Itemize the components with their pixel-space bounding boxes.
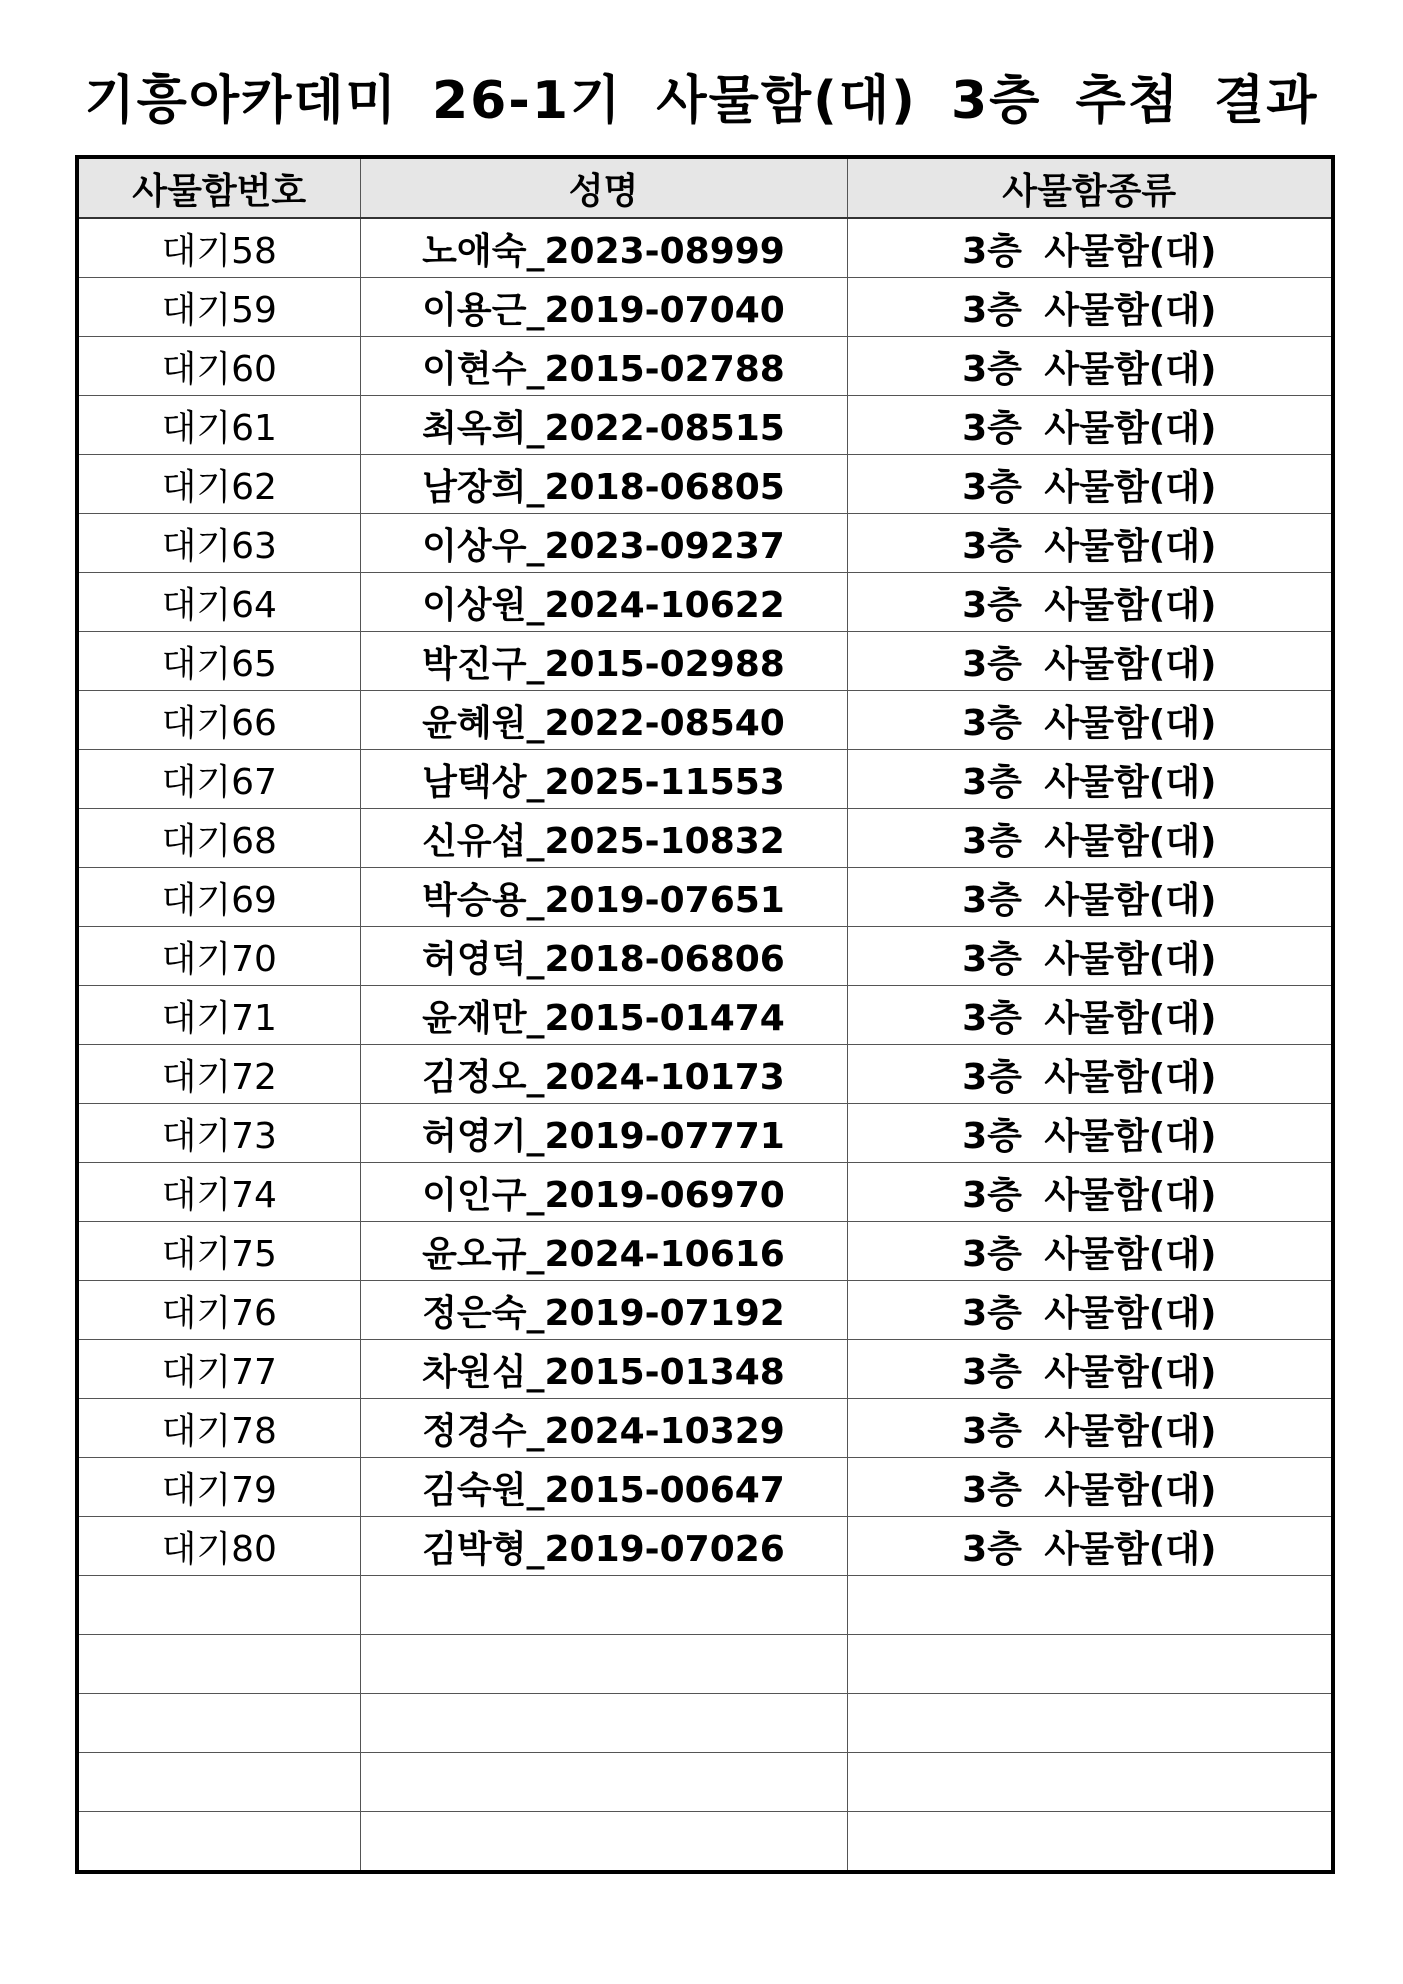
- member-name-cell: 김숙원_2015-00647: [360, 1458, 847, 1517]
- member-name-cell: 윤오규_2024-10616: [360, 1222, 847, 1281]
- table-row: [77, 1045, 1333, 1104]
- locker-result-table: [75, 155, 1335, 1874]
- table-row: [77, 337, 1333, 396]
- locker-type-cell: [847, 1694, 1333, 1753]
- locker-number-cell: 대기62: [77, 455, 360, 514]
- locker-type-cell: 3층 사물함(대): [847, 986, 1333, 1045]
- member-name-cell: 허영덕_2018-06806: [360, 927, 847, 986]
- locker-number-cell: 대기60: [77, 337, 360, 396]
- table-body: [77, 218, 1333, 1872]
- table-row: [77, 1576, 1333, 1635]
- locker-number-cell: 대기76: [77, 1281, 360, 1340]
- locker-number-cell: 대기69: [77, 868, 360, 927]
- member-name-cell: 박승용_2019-07651: [360, 868, 847, 927]
- locker-type-cell: 3층 사물함(대): [847, 1163, 1333, 1222]
- member-name-cell: 최옥희_2022-08515: [360, 396, 847, 455]
- member-name-cell: 김정오_2024-10173: [360, 1045, 847, 1104]
- table-row: [77, 868, 1333, 927]
- member-name-cell: 이용근_2019-07040: [360, 278, 847, 337]
- locker-type-cell: [847, 1576, 1333, 1635]
- member-name-cell: 남택상_2025-11553: [360, 750, 847, 809]
- member-name-cell: 허영기_2019-07771: [360, 1104, 847, 1163]
- table-row: [77, 1399, 1333, 1458]
- locker-number-cell: 대기67: [77, 750, 360, 809]
- locker-type-cell: 3층 사물함(대): [847, 1340, 1333, 1399]
- locker-number-cell: [77, 1753, 360, 1812]
- locker-number-cell: 대기68: [77, 809, 360, 868]
- locker-type-cell: 3층 사물함(대): [847, 927, 1333, 986]
- table-row: [77, 573, 1333, 632]
- locker-number-cell: 대기70: [77, 927, 360, 986]
- header-locker-number: 사물함번호: [77, 157, 360, 218]
- member-name-cell: 차원심_2015-01348: [360, 1340, 847, 1399]
- locker-type-cell: [847, 1812, 1333, 1873]
- member-name-cell: 윤혜원_2022-08540: [360, 691, 847, 750]
- table-row: [77, 750, 1333, 809]
- locker-number-cell: 대기58: [77, 218, 360, 278]
- locker-number-cell: 대기64: [77, 573, 360, 632]
- table-row: [77, 1635, 1333, 1694]
- member-name-cell: [360, 1753, 847, 1812]
- member-name-cell: [360, 1812, 847, 1873]
- locker-type-cell: 3층 사물함(대): [847, 1517, 1333, 1576]
- member-name-cell: [360, 1635, 847, 1694]
- locker-number-cell: [77, 1576, 360, 1635]
- member-name-cell: 박진구_2015-02988: [360, 632, 847, 691]
- member-name-cell: [360, 1694, 847, 1753]
- locker-type-cell: 3층 사물함(대): [847, 1399, 1333, 1458]
- locker-number-cell: 대기78: [77, 1399, 360, 1458]
- table-row: [77, 1517, 1333, 1576]
- locker-number-cell: 대기63: [77, 514, 360, 573]
- locker-type-cell: 3층 사물함(대): [847, 1045, 1333, 1104]
- locker-number-cell: 대기71: [77, 986, 360, 1045]
- locker-number-cell: 대기80: [77, 1517, 360, 1576]
- table-row: [77, 1222, 1333, 1281]
- locker-type-cell: 3층 사물함(대): [847, 809, 1333, 868]
- locker-type-cell: 3층 사물함(대): [847, 1104, 1333, 1163]
- locker-number-cell: 대기61: [77, 396, 360, 455]
- locker-number-cell: [77, 1812, 360, 1873]
- member-name-cell: 김박형_2019-07026: [360, 1517, 847, 1576]
- locker-type-cell: 3층 사물함(대): [847, 218, 1333, 278]
- table-row: [77, 809, 1333, 868]
- locker-number-cell: 대기59: [77, 278, 360, 337]
- table-row: [77, 1163, 1333, 1222]
- locker-type-cell: 3층 사물함(대): [847, 1281, 1333, 1340]
- table-row: [77, 218, 1333, 278]
- table-row: [77, 1104, 1333, 1163]
- table-row: [77, 1281, 1333, 1340]
- table-row: [77, 455, 1333, 514]
- locker-type-cell: 3층 사물함(대): [847, 396, 1333, 455]
- member-name-cell: 이상우_2023-09237: [360, 514, 847, 573]
- locker-number-cell: 대기79: [77, 1458, 360, 1517]
- table-row: [77, 514, 1333, 573]
- table-row: [77, 396, 1333, 455]
- table-row: [77, 1340, 1333, 1399]
- locker-number-cell: 대기75: [77, 1222, 360, 1281]
- locker-number-cell: 대기72: [77, 1045, 360, 1104]
- locker-type-cell: 3층 사물함(대): [847, 750, 1333, 809]
- header-locker-type: 사물함종류: [847, 157, 1333, 218]
- table-row: [77, 691, 1333, 750]
- member-name-cell: [360, 1576, 847, 1635]
- locker-type-cell: 3층 사물함(대): [847, 691, 1333, 750]
- locker-number-cell: 대기77: [77, 1340, 360, 1399]
- locker-type-cell: 3층 사물함(대): [847, 455, 1333, 514]
- locker-type-cell: 3층 사물함(대): [847, 573, 1333, 632]
- locker-type-cell: 3층 사물함(대): [847, 514, 1333, 573]
- member-name-cell: 남장희_2018-06805: [360, 455, 847, 514]
- table-row: [77, 632, 1333, 691]
- locker-type-cell: 3층 사물함(대): [847, 1458, 1333, 1517]
- locker-number-cell: 대기73: [77, 1104, 360, 1163]
- locker-type-cell: [847, 1753, 1333, 1812]
- table-header-row: [77, 157, 1333, 218]
- table-row: [77, 927, 1333, 986]
- member-name-cell: 노애숙_2023-08999: [360, 218, 847, 278]
- table-row: [77, 1458, 1333, 1517]
- table-row: [77, 278, 1333, 337]
- table-row: [77, 1812, 1333, 1873]
- locker-type-cell: 3층 사물함(대): [847, 1222, 1333, 1281]
- locker-number-cell: 대기65: [77, 632, 360, 691]
- table-row: [77, 1753, 1333, 1812]
- locker-type-cell: 3층 사물함(대): [847, 278, 1333, 337]
- locker-number-cell: 대기66: [77, 691, 360, 750]
- member-name-cell: 이상원_2024-10622: [360, 573, 847, 632]
- member-name-cell: 정은숙_2019-07192: [360, 1281, 847, 1340]
- locker-type-cell: 3층 사물함(대): [847, 868, 1333, 927]
- locker-type-cell: 3층 사물함(대): [847, 337, 1333, 396]
- member-name-cell: 신유섭_2025-10832: [360, 809, 847, 868]
- member-name-cell: 정경수_2024-10329: [360, 1399, 847, 1458]
- locker-number-cell: [77, 1635, 360, 1694]
- locker-number-cell: 대기74: [77, 1163, 360, 1222]
- member-name-cell: 이인구_2019-06970: [360, 1163, 847, 1222]
- table-row: [77, 986, 1333, 1045]
- table-row: [77, 1694, 1333, 1753]
- locker-type-cell: 3층 사물함(대): [847, 632, 1333, 691]
- locker-type-cell: [847, 1635, 1333, 1694]
- member-name-cell: 윤재만_2015-01474: [360, 986, 847, 1045]
- page-title: 기흥아카데미 26-1기 사물함(대) 3층 추첨 결과: [84, 71, 1319, 131]
- header-name: 성명: [360, 157, 847, 218]
- locker-number-cell: [77, 1694, 360, 1753]
- member-name-cell: 이현수_2015-02788: [360, 337, 847, 396]
